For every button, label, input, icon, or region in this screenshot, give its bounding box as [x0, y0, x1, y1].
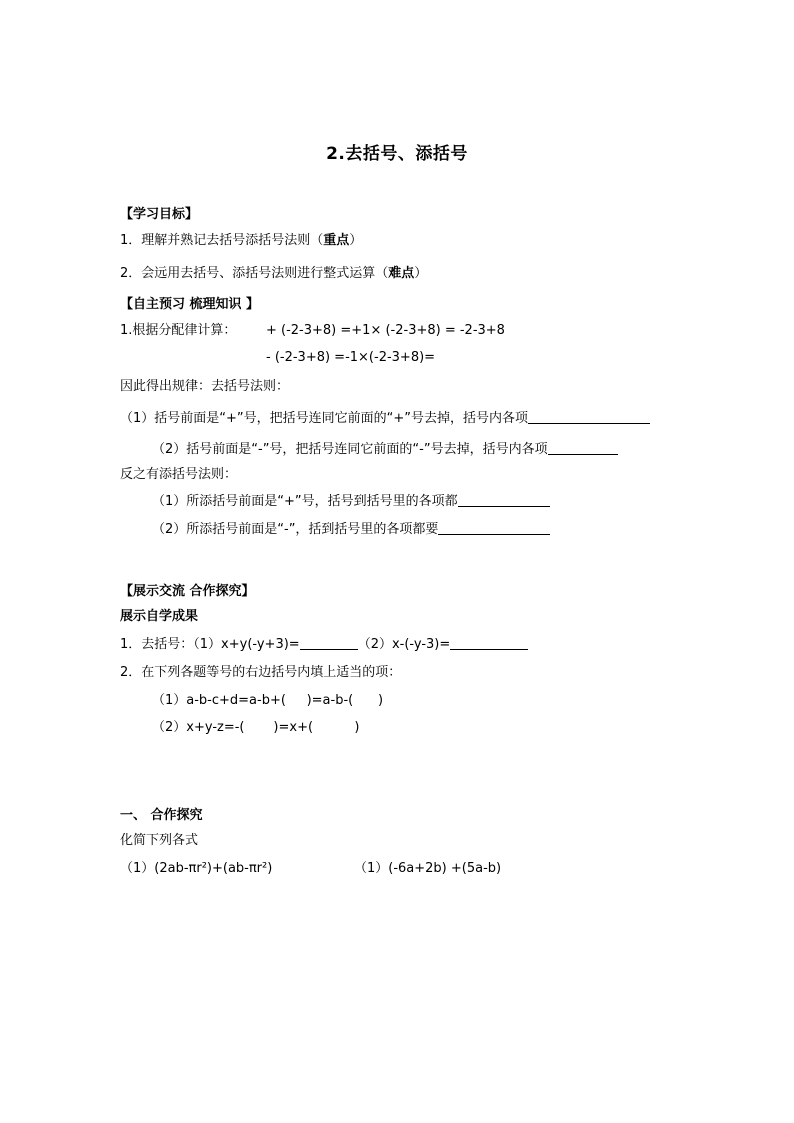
explore-heading: 一、 合作探究 — [120, 808, 203, 823]
answer-blank[interactable] — [548, 442, 618, 455]
show-q2-1: （1）a-b-c+d=a-b+( )=a-b-( ) — [152, 693, 384, 708]
add-rule-1-text: （1）所添括号前面是“+”号，括号到括号里的各项都 — [152, 494, 458, 509]
show-q2-2: （2）x+y-z=-( )=x+( ) — [152, 720, 360, 735]
rule-intro: 因此得出规律：去括号法则： — [120, 379, 290, 394]
show-heading: 【展示交流 合作探究】 — [120, 584, 255, 599]
add-rule-2-text: （2）所添括号前面是“-”，括到括号里的各项都要 — [152, 522, 439, 537]
rule-2 — [152, 442, 618, 458]
answer-blank[interactable] — [528, 411, 650, 424]
goal-item-1 — [120, 233, 362, 249]
goal-item-2-text: 2．会远用去括号、添括号法则进行整式运算（ — [120, 266, 389, 281]
goal-item-2-end: ） — [414, 266, 428, 281]
page-title: 2.去括号、添括号 — [326, 144, 468, 164]
show-q1 — [120, 637, 528, 653]
goals-heading: 【学习目标】 — [120, 207, 199, 222]
explore-problem-1: （1）(2ab-πr²)+(ab-πr²) — [120, 861, 273, 876]
explore-problem-2: （1）(-6a+2b) +(5a-b) — [354, 861, 502, 876]
preview-q1-line1: + (-2-3+8) =+1× (-2-3+8) = -2-3+8 — [266, 323, 505, 338]
preview-heading: 【自主预习 梳理知识 】 — [120, 297, 260, 312]
add-rule-2 — [152, 522, 550, 538]
goal-item-2 — [120, 266, 427, 282]
add-rule-1 — [152, 494, 550, 510]
answer-blank[interactable] — [458, 494, 550, 507]
answer-blank[interactable] — [300, 637, 358, 650]
goal-item-1-end: ） — [349, 233, 363, 248]
goal-item-2-emphasis: 难点 — [388, 266, 415, 281]
show-subheading: 展示自学成果 — [120, 609, 199, 624]
add-rule-intro: 反之有添括号法则： — [120, 467, 238, 482]
preview-q1-line2: - (-2-3+8) =-1×(-2-3+8)= — [266, 350, 436, 365]
goal-item-1-emphasis: 重点 — [323, 233, 350, 248]
preview-q1-label: 1.根据分配律计算： — [120, 323, 237, 338]
show-q1-a: 1．去括号：（1）x+y(-y+3)= — [120, 637, 300, 652]
goal-item-1-text: 1．理解并熟记去括号添括号法则（ — [120, 233, 324, 248]
show-q1-b: （2）x-(-y-3)= — [357, 637, 451, 652]
explore-intro: 化简下列各式 — [120, 833, 199, 848]
rule-2-text: （2）括号前面是“-”号，把括号连同它前面的“-”号去掉，括号内各项 — [152, 442, 548, 457]
rule-1 — [120, 411, 650, 427]
rule-1-text: （1）括号前面是“+”号，把括号连同它前面的“+”号去掉，括号内各项 — [120, 411, 528, 426]
answer-blank[interactable] — [450, 637, 528, 650]
show-q2: 2．在下列各题等号的右边括号内填上适当的项： — [120, 665, 402, 680]
answer-blank[interactable] — [438, 522, 550, 535]
